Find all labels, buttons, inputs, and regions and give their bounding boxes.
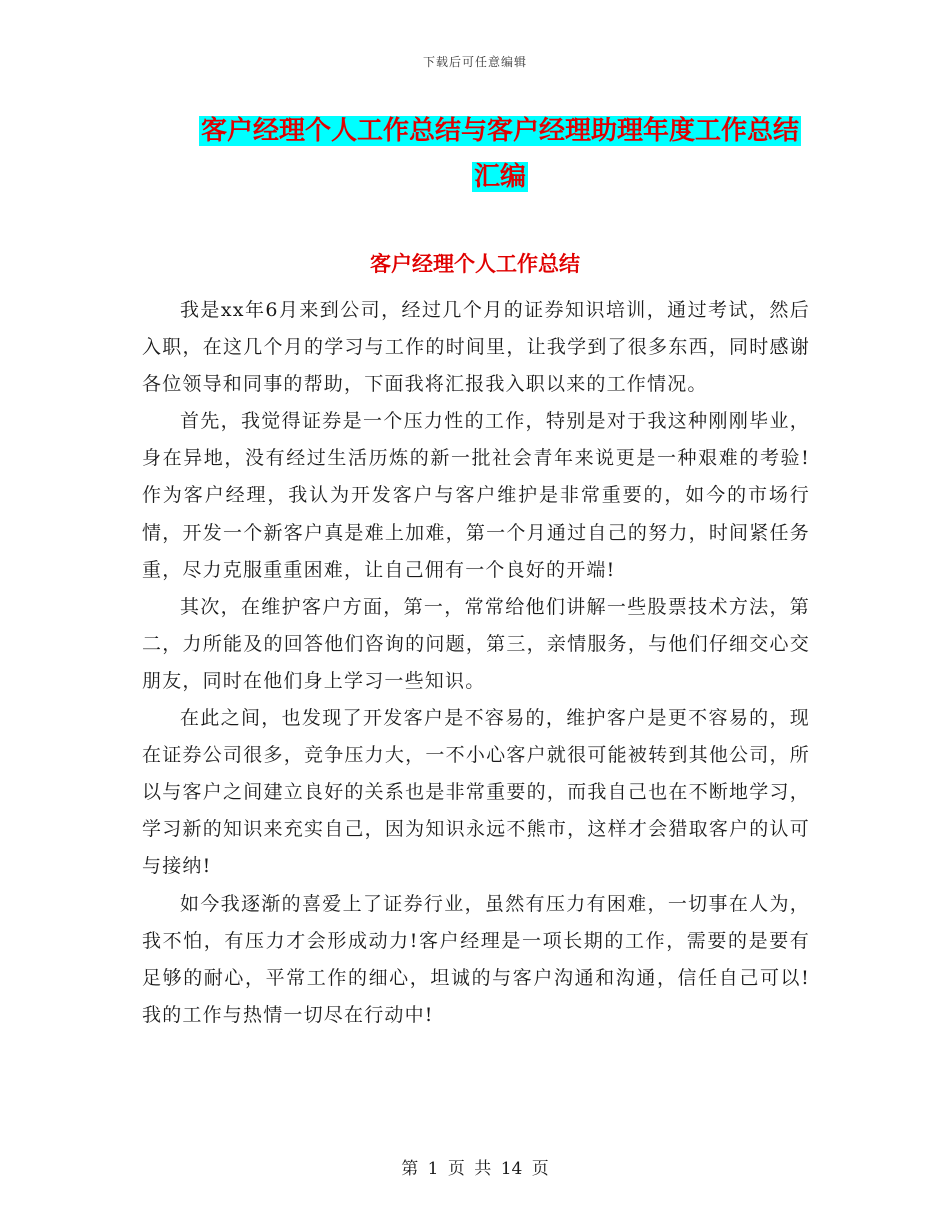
body-paragraph: 我是xx年6月来到公司，经过几个月的证券知识培训，通过考试，然后入职，在这几个月的学习与工作的时间里，让我学到了很多东西，同时感谢各位领导和同事的帮助，下面我将汇报我入职以来的工作情况。 (142, 299, 810, 396)
document-title (140, 108, 860, 200)
page-number-footer: 第 1 页 共 14 页 (401, 1159, 549, 1179)
document-body (142, 292, 810, 1034)
body-paragraph: 在此之间，也发现了开发客户是不容易的，维护客户是更不容易的，现在证券公司很多，竞争压力大，一不小心客户就很可能被转到其他公司，所以与客户之间建立良好的关系也是非常重要的，而我自己也在不断地学习，学习新的知识来充实自己，因为知识永远不熊市，这样才会猎取客户的认可与接纳! (142, 707, 810, 878)
body-paragraph: 首先，我觉得证券是一个压力性的工作，特别是对于我这种刚刚毕业，身在异地，没有经过生活历炼的新一批社会青年来说更是一种艰难的考验!作为客户经理，我认为开发客户与客户维护是非常重要的，如今的市场行情，开发一个新客户真是难上加难，第一个月通过自己的努力，时间紧任务重，尽力克服重重困难，让自己佣有一个良好的开端! (142, 410, 810, 581)
body-paragraph: 如今我逐渐的喜爱上了证券行业，虽然有压力有困难，一切事在人为，我不怕，有压力才会形成动力!客户经理是一项长期的工作，需要的是要有足够的耐心，平常工作的细心，坦诚的与客户沟通和沟通，信任自己可以!我的工作与热情一切尽在行动中! (142, 892, 810, 1026)
page-header-note: 下载后可任意编辑 (422, 55, 527, 69)
section-title: 客户经理个人工作总结 (370, 252, 580, 276)
document-title-line-1: 客户经理个人工作总结与客户经理助理年度工作总结 (200, 116, 799, 146)
body-paragraph: 其次，在维护客户方面，第一，常常给他们讲解一些股票技术方法，第二，力所能及的回答他们咨询的问题，第三，亲情服务，与他们仔细交心交朋友，同时在他们身上学习一些知识。 (142, 595, 810, 692)
document-title-line-2: 汇编 (473, 162, 526, 192)
